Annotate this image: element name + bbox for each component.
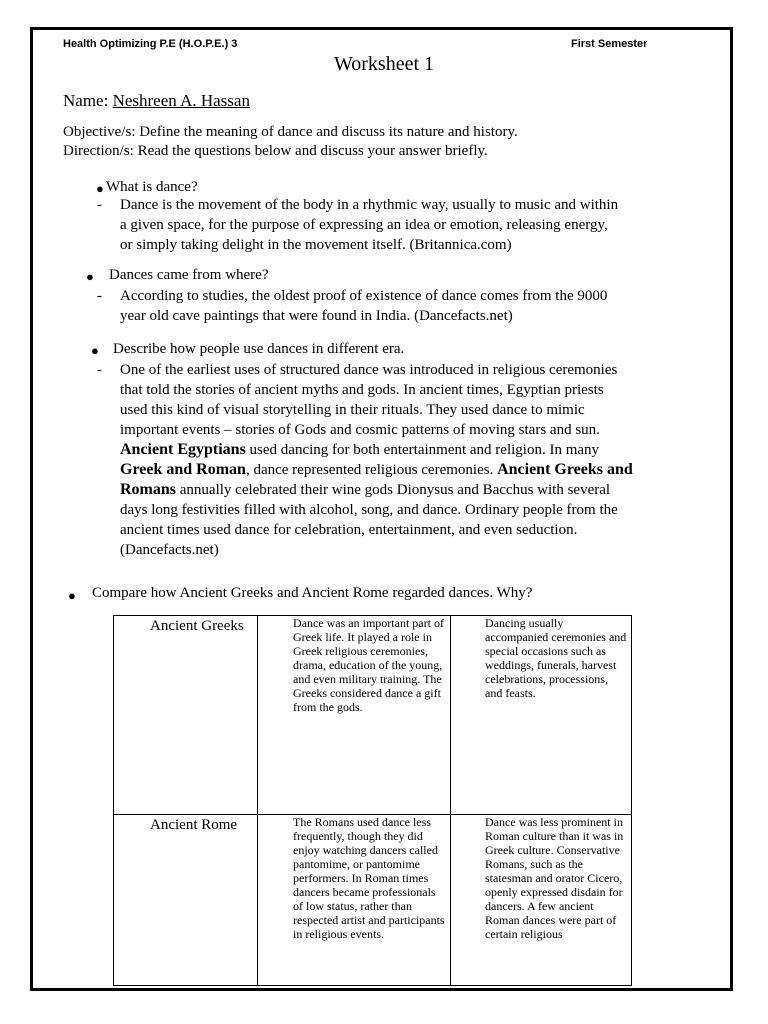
worksheet-title: Worksheet 1 [333, 53, 435, 75]
answer-1 [120, 195, 618, 255]
answer-line: a given space, for the purpose of expressing an idea or emotion, releasing energy, [120, 217, 608, 233]
dash-marker: - [97, 197, 102, 213]
answer-line: One of the earliest uses of structured dance was introduced in religious ceremonies [120, 362, 618, 378]
student-name: Neshreen A. Hassan [112, 91, 250, 110]
answer-line [120, 480, 633, 500]
answer-line: year old cave paintings that were found in India. (Dancefacts.net) [120, 308, 513, 324]
answer-line [120, 460, 633, 480]
answer-line: used this kind of visual storytelling in their rituals. They used dance to mimic [120, 402, 585, 418]
direction-text: Direction/s: Read the questions below and discuss your answer briefly. [63, 143, 488, 159]
table-row [114, 616, 632, 815]
table-row [114, 815, 632, 986]
answer-fragment: , dance represented religious ceremonies. [245, 462, 498, 478]
objective-text: Objective/s: Define the meaning of dance and discuss its nature and history. [63, 124, 518, 140]
role-cell: Dance was an important part of Greek life. It played a role in Greek religious ceremonies, drama, education of the young, and even military training. The Greeks considered dance a gift from the gods. [258, 616, 451, 815]
answer-line: Dance is the movement of the body in a rhythmic way, usually to music and within [120, 197, 619, 213]
role-cell: The Romans used dance less frequently, though they did enjoy watching dancers called pantomime, or pantomime performers. In Roman times dancers became professionals of low status, rather than respected artist and participants in religious events. [258, 815, 451, 986]
semester-label: First Semester [571, 38, 648, 50]
era-cell: Ancient Rome [114, 815, 258, 986]
answer-line: that told the stories of ancient myths and gods. In ancient times, Egyptian priests [120, 382, 604, 398]
answer-3 [120, 360, 633, 560]
answer-line: important events – stories of Gods and cosmic patterns of moving stars and sun. [120, 422, 600, 438]
comparison-table [113, 615, 632, 986]
bold-phrase: Greek and Roman [120, 461, 246, 478]
answer-line: or simply taking delight in the movement itself. (Britannica.com) [120, 237, 512, 253]
question-1: What is dance? [106, 179, 198, 195]
bold-phrase: Romans [120, 481, 177, 498]
occasions-cell: Dance was less prominent in Roman culture than it was in Greek culture. Conservative Romans, such as the statesman and orator Cicero, openly expressed disdain for dancers. A few ancient Roman dances were part of certain religious [451, 815, 632, 986]
dash-marker: - [97, 288, 102, 304]
question-3: Describe how people use dances in different era. [113, 341, 405, 357]
question-2: Dances came from where? [109, 267, 269, 283]
dash-marker: - [97, 362, 102, 378]
answer-line [120, 440, 633, 460]
bullet-icon: ● [96, 181, 104, 196]
bold-phrase: Ancient Greeks and [497, 461, 633, 478]
answer-line: According to studies, the oldest proof of existence of dance comes from the 9000 [120, 288, 608, 304]
bullet-icon: ● [86, 269, 94, 284]
name-label: Name: [63, 91, 109, 110]
answer-fragment: used dancing for both entertainment and religion. In many [245, 442, 600, 458]
bullet-icon: ● [91, 343, 99, 358]
answer-line: days long festivities filled with alcohol, song, and dance. Ordinary people from the [120, 502, 618, 518]
name-line [63, 91, 250, 111]
course-title: Health Optimizing P.E (H.O.P.E.) 3 [63, 38, 238, 50]
bold-phrase: Ancient Egyptians [120, 441, 246, 458]
answer-line: (Dancefacts.net) [120, 542, 219, 558]
bullet-icon: ● [68, 588, 76, 603]
answer-fragment: annually celebrated their wine gods Dionysus and Bacchus with several [176, 482, 611, 498]
answer-line: ancient times used dance for celebration, entertainment, and even seduction. [120, 522, 578, 538]
era-cell: Ancient Greeks [114, 616, 258, 815]
question-4: Compare how Ancient Greeks and Ancient Rome regarded dances. Why? [92, 585, 533, 601]
answer-2 [120, 286, 607, 326]
occasions-cell: Dancing usually accompanied ceremonies and special occasions such as weddings, funerals, harvest celebrations, processions, and feasts. [451, 616, 632, 815]
